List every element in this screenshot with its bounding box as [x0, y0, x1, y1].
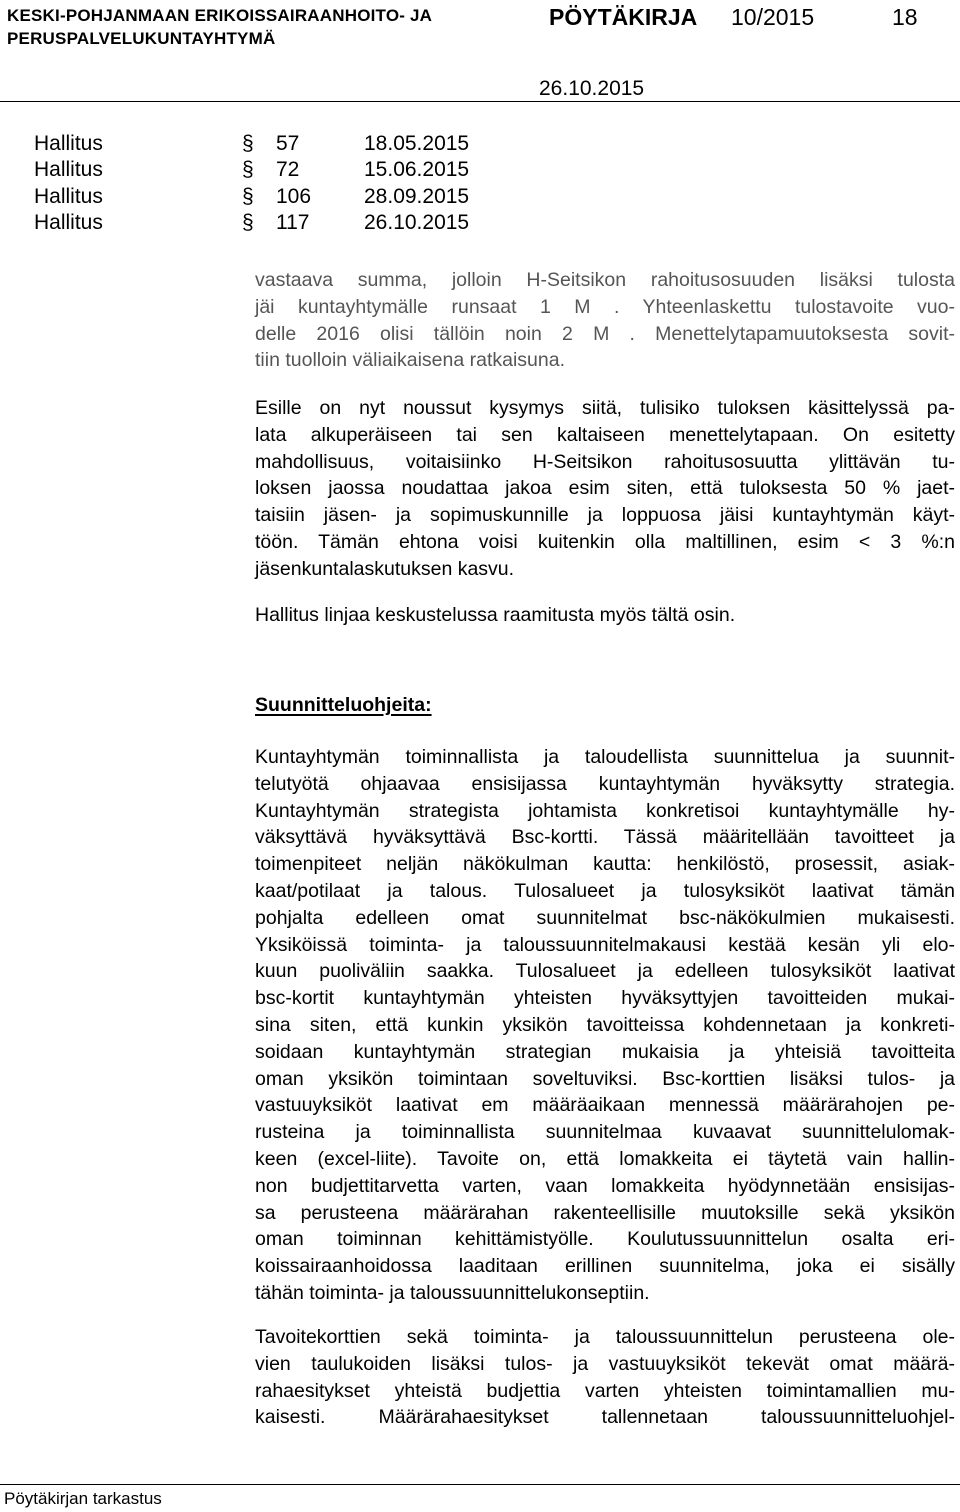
section-sign-icon: §: [242, 158, 254, 182]
text-line: vastaava summa, jolloin H-Seitsikon rahoitusosuuden lisäksi tulosta: [255, 269, 955, 291]
text-line: vastuuyksiköt laativat em määräaikaan mennessä määrärahojen pe-: [255, 1094, 955, 1117]
organization-name-line-1: KESKI-POHJANMAAN ERIKOISSAIRAANHOITO- JA: [7, 6, 433, 25]
text-line: taisiin jäsen- ja sopimuskunnille ja loppuosa jäisi kuntayhtymän käyt-: [255, 504, 955, 527]
text-line: keen (excel-liite). Tavoite on, että lomakkeita ei täytetä vain hallin-: [255, 1147, 955, 1170]
section-number: 57: [276, 132, 300, 155]
footer-minutes-review: Pöytäkirjan tarkastus: [4, 1489, 162, 1508]
text-line: delle 2016 olisi tällöin noin 2 M . Menettelytapamuutoksesta sovit-: [255, 322, 955, 345]
meeting-body: Hallitus: [34, 158, 103, 182]
meeting-row-date: 28.09.2015: [364, 184, 470, 208]
paragraph-decision: [255, 602, 955, 629]
text-line: Hallitus linjaa keskustelussa raamitusta myös tältä osin.: [255, 604, 736, 626]
text-line: Yksiköissä toiminta- ja taloussuunnitelmakausi kestää kesän yli elo-: [255, 933, 955, 956]
text-line: Esille on nyt noussut kysymys siitä, tulisiko tuloksen käsittelyssä pa-: [255, 397, 955, 419]
text-line: rusteina ja toiminnallista suunnitelmaa kuvaavat suunnittelulomak-: [255, 1121, 955, 1144]
text-line: toimenpiteet neljän näkökulman kautta: henkilöstö, prosessit, asiak-: [255, 853, 955, 876]
section-sign-icon: §: [242, 210, 254, 234]
text-line: pohjalta edelleen omat suunnitelmat bsc-näkökulmien mukaisesti.: [255, 906, 955, 929]
organization-name: [7, 4, 432, 50]
meeting-history-list: [34, 131, 934, 236]
text-line: sa perusteena määrärahan rakenteellisille muutoksille sekä yksikön: [255, 1201, 955, 1224]
text-line: oman yksikön toimintaan soveltuviksi. Bsc-korttien lisäksi tulos- ja: [255, 1067, 955, 1090]
text-line: telutyötä ohjaavaa ensisijassa kuntayhtymän hyväksytty strategia.: [255, 772, 955, 795]
meeting-date: 26.10.2015: [539, 77, 645, 100]
meeting-row: [34, 157, 934, 183]
text-line: Kuntayhtymän strategista johtamista konkretisoi kuntayhtymälle hy-: [255, 799, 955, 822]
text-line: Tavoitekorttien sekä toiminta- ja taloussuunnittelun perusteena ole-: [255, 1326, 955, 1348]
meeting-body: Hallitus: [34, 210, 103, 234]
document-type: PÖYTÄKIRJA: [549, 4, 698, 30]
page-number: 18: [892, 4, 918, 30]
text-line: jäi kuntayhtymälle runsaat 1 M . Yhteenlaskettu tulostavoite vuo-: [255, 295, 955, 318]
text-line: rahaesitykset yhteistä budjettia varten yhteisten toimintamallien mu-: [255, 1379, 955, 1402]
text-line: kaisesti. Määrärahaesitykset tallennetaan taloussuunnitteluohjel-: [255, 1406, 955, 1429]
text-line: töön. Tämän ehtona voisi kuitenkin olla maltillinen, esim < 3 %:n: [255, 530, 955, 553]
document-header: [0, 0, 960, 100]
meeting-row-date: 26.10.2015: [364, 210, 470, 234]
text-line: tiin tuolloin väliaikaisena ratkaisuna.: [255, 349, 566, 372]
text-line: lata alkuperäiseen tai sen kaltaiseen menettelytapaan. On esitetty: [255, 423, 955, 446]
text-line: non budjettitarvetta varten, vaan lomakkeita hyödynnetään ensisijas-: [255, 1174, 955, 1197]
meeting-row-date: 18.05.2015: [364, 132, 470, 155]
meeting-row: [34, 131, 934, 157]
text-line: tähän toiminta- ja taloussuunnittelukonseptiin.: [255, 1281, 650, 1304]
text-line: kuun puoliväliin saakka. Tulosalueet ja edelleen tulosyksiköt laativat: [255, 960, 955, 983]
text-line: Kuntayhtymän toiminnallista ja taloudellista suunnittelua ja suunnit-: [255, 746, 955, 768]
meeting-row-date: 15.06.2015: [364, 158, 470, 182]
text-line: koissairaanhoidossa laaditaan erillinen suunnitelma, joka ei sisälly: [255, 1255, 955, 1278]
text-line: sina siten, että kunkin yksikön tavoitteissa kohdennetaan ja konkreti-: [255, 1013, 955, 1036]
text-line: kaat/potilaat ja talous. Tulosalueet ja tulosyksiköt laativat tämän: [255, 879, 955, 902]
section-heading-text: Suunnitteluohjeita:: [255, 694, 432, 716]
section-number: 72: [276, 158, 300, 182]
text-line: soidaan kuntayhtymän strategian mukaisia ja yhteisiä tavoitteita: [255, 1040, 955, 1063]
meeting-body: Hallitus: [34, 132, 103, 155]
document-number: 10/2015: [731, 4, 815, 30]
meeting-body: Hallitus: [34, 184, 103, 208]
text-line: jäsenkuntalaskutuksen kasvu.: [255, 557, 515, 580]
section-sign-icon: §: [242, 184, 254, 208]
meeting-row: [34, 210, 934, 236]
paragraph-background: [255, 267, 955, 374]
header-divider: [0, 101, 960, 102]
section-heading: [255, 692, 432, 718]
text-line: bsc-kortit kuntayhtymän yhteisten hyväksyttyjen tavoitteiden mukai-: [255, 987, 955, 1010]
section-number: 106: [276, 184, 312, 208]
text-line: loksen jaossa noudattaa jakoa esim siten, että tuloksesta 50 % jaet-: [255, 477, 955, 500]
meeting-row: [34, 184, 934, 210]
text-line: oman toiminnan kehittämistyölle. Koulutussuunnittelun osalta eri-: [255, 1228, 955, 1251]
paragraph-appropriation-proposals: [255, 1324, 955, 1431]
text-line: vien taulukoiden lisäksi tulos- ja vastuuyksiköt tekevät omat määrä-: [255, 1352, 955, 1375]
organization-name-line-2: PERUSPALVELUKUNTAYHTYMÄ: [7, 29, 276, 48]
section-sign-icon: §: [242, 132, 254, 155]
text-line: mahdollisuus, voitaisiinko H-Seitsikon rahoitusosuutta ylittävän tu-: [255, 450, 955, 473]
paragraph-question: [255, 395, 955, 583]
footer-divider: [0, 1484, 960, 1485]
text-line: väksyttävä hyväksyttävä Bsc-kortti. Tässä määritellään tavoitteet ja: [255, 826, 955, 849]
paragraph-planning-guidelines: [255, 744, 955, 1307]
section-number: 117: [276, 210, 310, 234]
